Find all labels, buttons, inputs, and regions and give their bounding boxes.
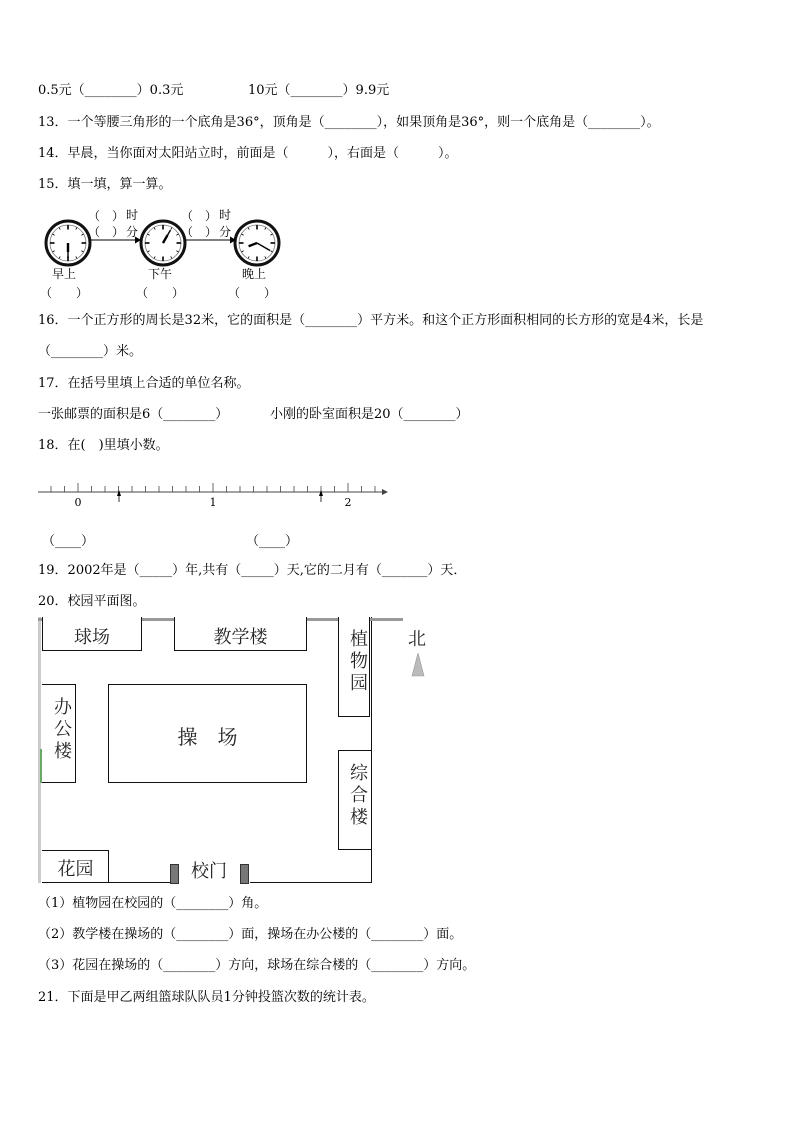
north-label: 北 [408,629,426,650]
label-botanical: 植物园 [347,629,368,695]
question-18: 18．在( )里填小数。 [38,438,169,453]
clock-label-evening: 晚上 [242,267,267,281]
clock-evening [232,218,282,268]
question-20-sub-2: （2）教学楼在操场的（________）面，操场在办公楼的（________）面。 [38,927,463,942]
label-playground: 操 场 [177,725,238,749]
question-20-sub-3: （3）花园在操场的（________）方向，球场在综合楼的（________）方向。 [38,958,476,973]
hour-unit-2: 时 [219,208,232,222]
question-20: 20．校园平面图。 [38,594,146,609]
tick-label-2: 2 [344,496,352,509]
hour-blank-2: （ ） [181,209,218,223]
label-garden: 花园 [57,859,94,880]
number-line [38,475,398,515]
question-14: 14．早晨，当你面对太阳站立时，前面是（ ），右面是（ ）。 [38,146,458,161]
question-17-b: 小刚的卧室面积是20（________） [270,407,469,422]
arrow-head-1 [117,490,121,496]
hour-unit-1: 时 [126,208,139,222]
question-13: 13．一个等腰三角形的一个底角是36°，顶角是（________），如果顶角是36°，则一个底角是（________）。 [38,115,660,130]
clock-label-afternoon: 下午 [148,267,173,281]
arrow-head-2 [319,490,323,496]
number-line-blank-1: （____） [42,534,95,549]
question-16-line-2: （________）米。 [38,344,143,359]
minute-unit-1: 分 [126,225,139,239]
minute-blank-2: （ ） [181,225,218,239]
answer-blank-3: （ ） [228,286,277,300]
label-gate: 校门 [191,861,227,882]
money-compare-a: 0.5元（________）0.3元 [38,83,184,98]
tick-label-0: 0 [74,496,82,509]
question-20-sub-1: （1）植物园在校园的（________）角。 [38,896,268,911]
money-compare-b: 10元（________）9.9元 [248,83,390,98]
question-17-a: 一张邮票的面积是6（________） [38,407,229,422]
clock-figure [38,205,298,300]
number-line-blank-2: （____） [246,534,299,549]
tick-label-1: 1 [209,496,217,509]
label-ballcourt: 球场 [74,627,110,648]
campus-map [38,617,438,887]
question-21: 21．下面是甲乙两组篮球队队员1分钟投篮次数的统计表。 [38,990,375,1005]
answer-blank-2: （ ） [136,286,185,300]
question-19: 19．2002年是（_____）年,共有（_____）天,它的二月有（_______）天． [38,563,467,578]
label-complex: 综合楼 [347,763,368,829]
answer-blank-1: （ ） [40,286,89,300]
question-17: 17．在括号里填上合适的单位名称。 [38,376,250,391]
label-office: 办公楼 [51,697,72,763]
minute-blank-1: （ ） [88,225,125,239]
question-15: 15．填一填，算一算。 [38,177,172,192]
clock-label-morning: 早上 [52,267,77,281]
gate-post-right [240,864,249,884]
minute-unit-2: 分 [219,225,232,239]
hour-blank-1: （ ） [88,209,125,223]
north-arrow-icon [411,653,425,677]
question-16-line-1: 16．一个正方形的周长是32米，它的面积是（________）平方米。和这个正方形面积相同的长方形的宽是4米，长是 [38,313,704,328]
label-teaching: 教学楼 [213,627,268,648]
clock-morning [43,218,93,268]
